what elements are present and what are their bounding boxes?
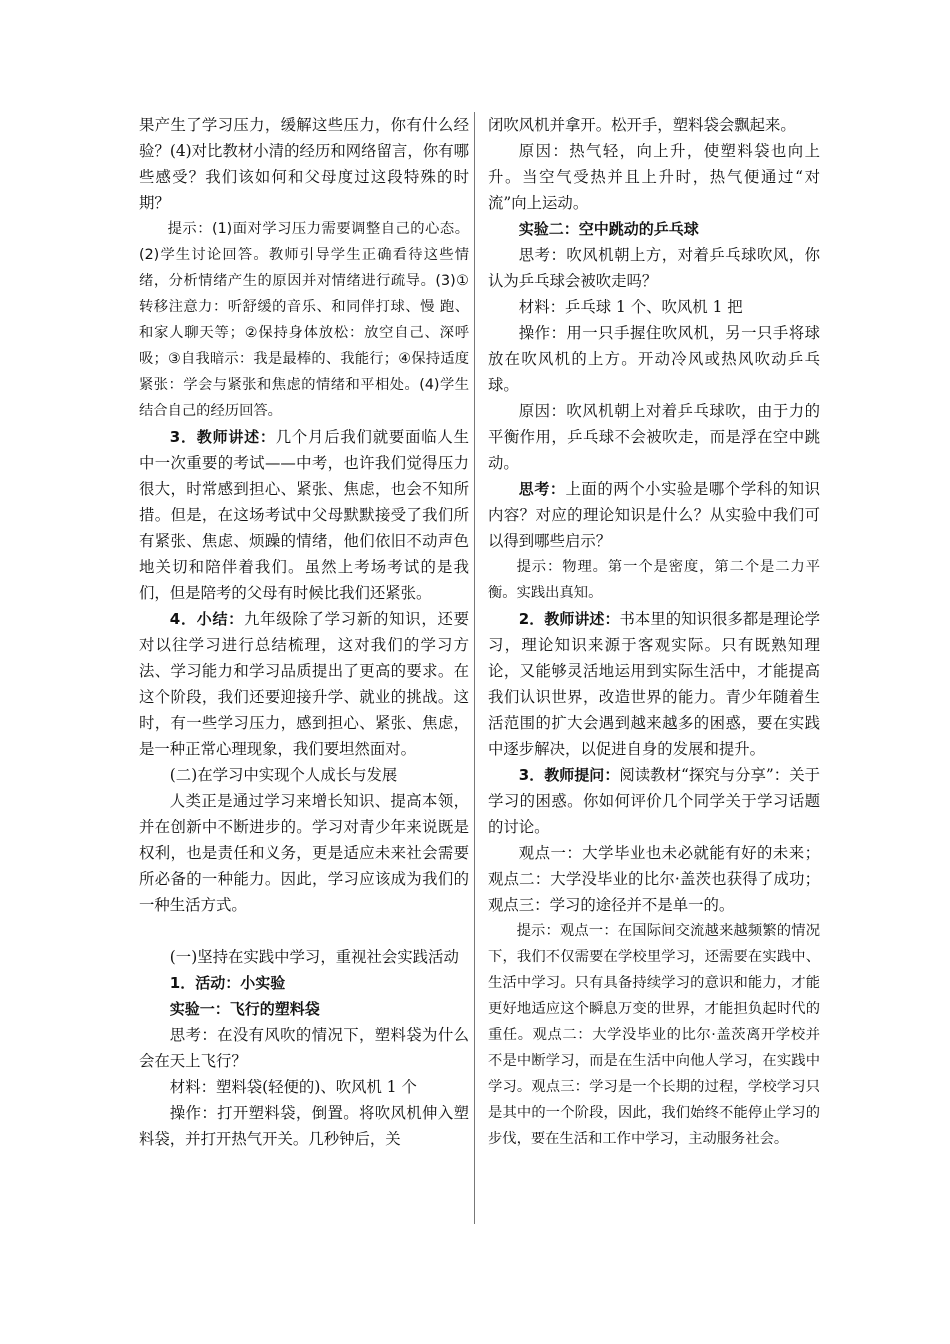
hint-paragraph: 提示：观点一：在国际间交流越来越频繁的情况下，我们不仅需要在学校里学习，还需要在实践中、生活中学习。只有具备持续学习的意识和能力，才能更好地适应这个瞬息万变的世界，才能担负起时代的重任。观点二：大学没毕业的比尔·盖茨离开学校并不是中断学习，而是在生活中向他人学习，在实践中学习。观点三：学习是一个长期的过程，学校学习只是其中的一个阶段，因此，我们始终不能停止学习的步伐，要在生活和工作中学习，主动服务社会。: [488, 923, 820, 1147]
paragraph-heading: 思考：: [518, 480, 566, 498]
paragraph: 操作：打开塑料袋，倒置。将吹风机伸入塑料袋，并打开热气开关。几秒钟后，关: [139, 1104, 469, 1148]
paragraph: 材料：塑料袋(轻便的)、吹风机 1 个: [169, 1078, 417, 1096]
paragraph: 原因：热气轻，向上升，使塑料袋也向上升。当空气受热并且上升时，热气便通过“对流”向上运动。: [488, 142, 820, 212]
paragraph-heading: 2．教师讲述：: [518, 610, 620, 628]
paragraph: 思考：上面的两个小实验是哪个学科的知识内容？对应的理论知识是什么？从实验中我们可以得到哪些启示？: [488, 480, 820, 550]
paragraph-heading: 4．小结：: [169, 610, 244, 628]
experiment-heading: 实验二：空中跳动的乒乓球: [518, 220, 699, 238]
paragraph: 闭吹风机并拿开。松开手，塑料袋会飘起来。: [488, 116, 796, 134]
experiment-heading: 实验一：飞行的塑料袋: [169, 1000, 320, 1018]
activity-heading: 1．活动：小实验: [169, 974, 286, 992]
paragraph-heading: 3．教师讲述：: [169, 428, 276, 446]
paragraph: 2．教师讲述：书本里的知识很多都是理论学习，理论知识来源于客观实际。只有既熟知理论，又能够灵活地运用到实际生活中，才能提高我们认识世界，改造世界的能力。青少年随着生活范围的扩大会遇到越来越多的困惑，要在实践中逐步解决，以促进自身的发展和提升。: [488, 610, 820, 758]
left-column: [139, 112, 469, 1152]
right-column: [488, 112, 820, 1152]
paragraph: 4．小结：九年级除了学习新的知识，还要对以往学习进行总结梳理，这对我们的学习方法、学习能力和学习品质提出了更高的要求。在这个阶段，我们还要迎接升学、就业的挑战。这时，有一些学习压力，感到担心、紧张、焦虑，是一种正常心理现象，我们要坦然面对。: [139, 610, 469, 758]
paragraph: 3．教师提问：阅读教材“探究与分享”：关于学习的困惑。你如何评价几个同学关于学习话题的讨论。: [488, 766, 820, 836]
paragraph: 3．教师讲述：几个月后我们就要面临人生中一次重要的考试——中考，也许我们觉得压力很大，时常感到担心、紧张、焦虑，也会不知所措。但是，在这场考试中父母默默接受了我们所有紧张、焦虑、烦躁的情绪，他们依旧不动声色地关切和陪伴着我们。虽然上考场考试的是我们，但是陪考的父母有时候比我们还紧张。: [139, 428, 469, 602]
paragraph: 观点一：大学毕业也未必就能有好的未来；观点二：大学没毕业的比尔·盖茨也获得了成功；观点三：学习的途径并不是单一的。: [488, 844, 820, 914]
section-title: (二)在学习中实现个人成长与发展: [169, 766, 398, 784]
column-divider: [474, 112, 475, 1224]
paragraph: 人类正是通过学习来增长知识、提高本领，并在创新中不断进步的。学习对青少年来说既是权利，也是责任和义务，更是适应未来社会需要所必备的一种能力。因此，学习应该成为我们的一种生活方式。: [139, 792, 469, 914]
hint-paragraph: 提示：物理。第一个是密度，第二个是二力平衡。实践出真知。: [488, 559, 820, 601]
spacer: [139, 918, 469, 944]
paragraph: 操作：用一只手握住吹风机，另一只手将球放在吹风机的上方。开动冷风或热风吹动乒乓球。: [488, 324, 820, 394]
paragraph: 果产生了学习压力，缓解这些压力，你有什么经验？(4)对比教材小清的经历和网络留言，你有哪些感受？我们该如何和父母度过这段特殊的时期？: [139, 116, 469, 212]
paragraph: 原因：吹风机朝上对着乒乓球吹，由于力的平衡作用，乒乓球不会被吹走，而是浮在空中跳动。: [488, 402, 820, 472]
section-title: (一)坚持在实践中学习，重视社会实践活动: [169, 948, 459, 966]
paragraph: 材料：乒乓球 1 个、吹风机 1 把: [518, 298, 743, 316]
paragraph-heading: 3．教师提问：: [518, 766, 620, 784]
paragraph: 思考：吹风机朝上方，对着乒乓球吹风，你认为乒乓球会被吹走吗？: [488, 246, 820, 290]
hint-paragraph: 提示：(1)面对学习压力需要调整自己的心态。(2)学生讨论回答。教师引导学生正确看待这些情绪，分析情绪产生的原因并对情绪进行疏导。(3)① 转移注意力：听舒缓的音乐、和同伴打球、慢 跑、和家人聊天等；②保持身体放松：放空自己、深呼吸；③自我暗示：我是最棒的、我能行；④保持适度紧张：学会与紧张和焦虑的情绪和平相处。(4)学生结合自己的经历回答。: [139, 221, 469, 419]
paragraph: 思考：在没有风吹的情况下，塑料袋为什么会在天上飞行？: [139, 1026, 469, 1070]
